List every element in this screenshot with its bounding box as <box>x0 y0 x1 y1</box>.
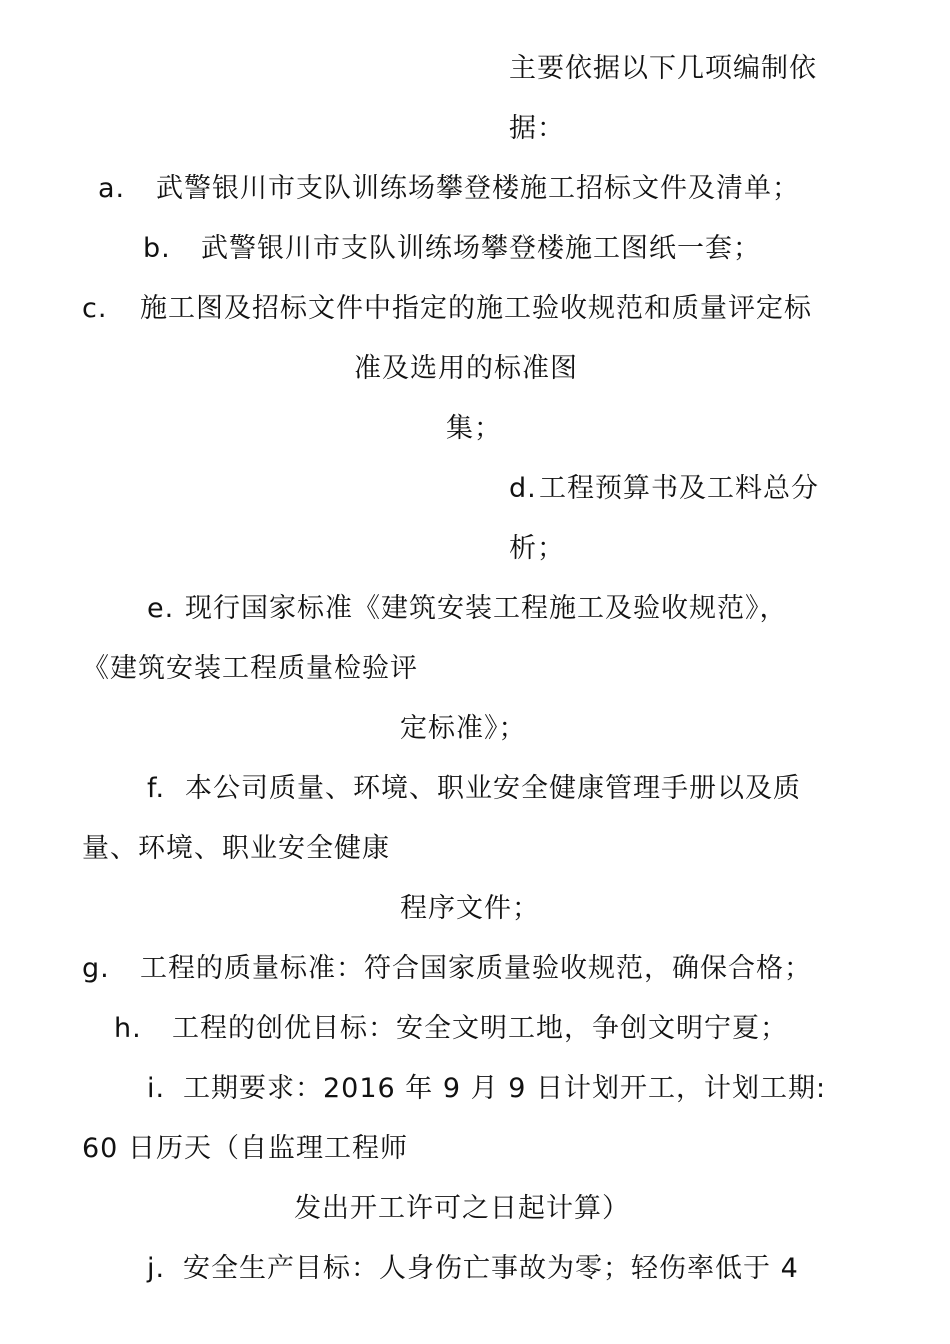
item-d-label: d. <box>509 473 537 504</box>
item-i <box>147 1071 826 1107</box>
item-i-cont-2-text: 发出开工许可之日起计算） <box>294 1193 630 1224</box>
item-j-text: 安全生产目标：人身伤亡事故为零；轻伤率低于 4 <box>183 1253 799 1284</box>
intro-text-1: 主要依据以下几项编制依 <box>509 53 817 84</box>
item-g-text: 工程的质量标准：符合国家质量验收规范，确保合格； <box>140 953 812 984</box>
item-e-cont-1 <box>82 651 418 687</box>
item-i-cont-1 <box>82 1131 408 1167</box>
item-b <box>143 231 761 267</box>
item-g <box>82 951 812 987</box>
item-c-cont-1-text: 准及选用的标准图 <box>354 353 578 384</box>
item-e-text: 现行国家标准《建筑安装工程施工及验收规范》， <box>185 593 788 624</box>
item-a-text: 武警银川市支队训练场攀登楼施工招标文件及清单； <box>156 173 800 204</box>
item-c-cont-2-text: 集； <box>446 413 502 444</box>
item-e-label: e. <box>147 593 175 624</box>
item-d-cont-text: 析； <box>509 533 565 564</box>
item-d-cont <box>509 531 565 567</box>
intro-line-2 <box>509 111 565 147</box>
item-a <box>98 171 800 207</box>
item-f-text: 本公司质量、环境、职业安全健康管理手册以及质 <box>185 773 801 804</box>
item-b-label: b. <box>143 233 171 264</box>
item-j <box>147 1251 799 1287</box>
item-c-cont-2 <box>446 411 502 447</box>
item-h <box>114 1011 788 1047</box>
item-i-cont-1-text: 60 日历天（自监理工程师 <box>82 1133 408 1164</box>
item-c-text: 施工图及招标文件中指定的施工验收规范和质量评定标 <box>140 293 812 324</box>
item-i-text: 工期要求：2016 年 9 月 9 日计划开工，计划工期: <box>183 1073 827 1104</box>
item-e-cont-2 <box>400 711 527 747</box>
item-h-label: h. <box>114 1013 142 1044</box>
item-f-cont-2-text: 程序文件； <box>400 893 540 924</box>
item-i-cont-2 <box>294 1191 630 1227</box>
item-c-label: c. <box>82 293 108 324</box>
item-h-text: 工程的创优目标：安全文明工地，争创文明宁夏； <box>172 1013 788 1044</box>
item-e-cont-2-text: 定标准》； <box>400 713 527 744</box>
item-a-label: a. <box>98 173 126 204</box>
intro-text-2: 据： <box>509 113 565 144</box>
item-d <box>509 471 819 507</box>
item-j-label: j. <box>147 1253 166 1284</box>
item-f-label: f. <box>147 773 166 804</box>
item-d-text: 工程预算书及工料总分 <box>539 473 819 504</box>
item-f-cont-1-text: 量、环境、职业安全健康 <box>82 833 390 864</box>
item-f-cont-2 <box>400 891 540 927</box>
item-b-text: 武警银川市支队训练场攀登楼施工图纸一套； <box>201 233 761 264</box>
item-i-label: i. <box>147 1073 166 1104</box>
item-e-cont-1-text: 《建筑安装工程质量检验评 <box>82 653 418 684</box>
item-f <box>147 771 801 807</box>
item-c-cont-1 <box>354 351 578 387</box>
item-g-label: g. <box>82 953 110 984</box>
intro-line-1 <box>509 51 817 87</box>
item-c <box>82 291 812 327</box>
item-f-cont-1 <box>82 831 390 867</box>
item-e <box>147 591 788 627</box>
